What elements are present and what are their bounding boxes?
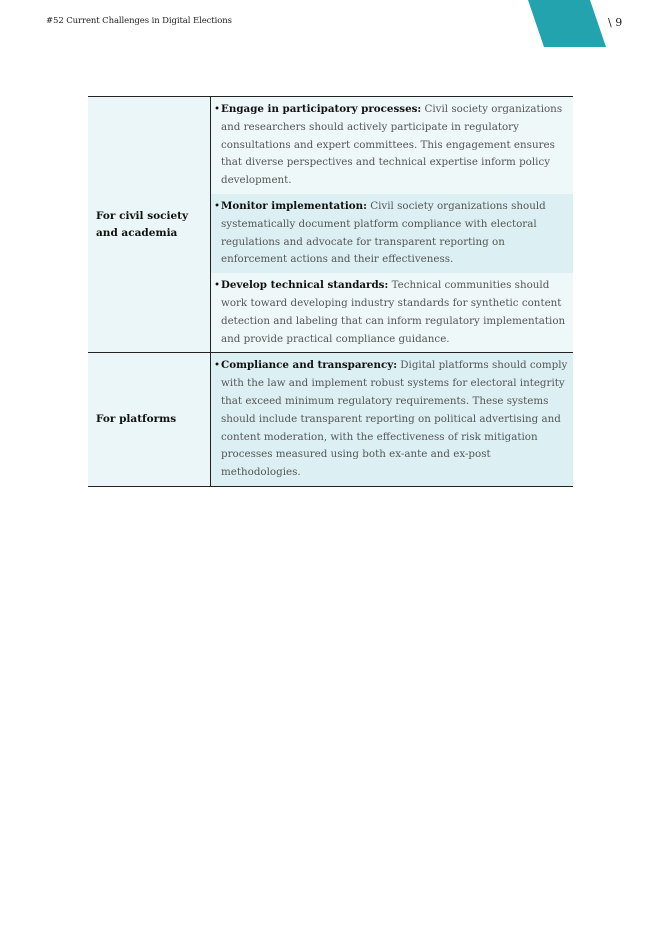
bullet-icon: • — [214, 199, 221, 212]
recommendation-item — [211, 353, 573, 486]
item-title: Engage in participatory processes: — [221, 103, 422, 115]
bullet-icon: • — [214, 359, 221, 372]
item-text: Civil society organizations should systematically document platform compliance with electoral regulations and advocate for transparent reporting on enforcement actions and their effectiveness. — [221, 199, 546, 266]
item-title: Compliance and transparency: — [221, 359, 398, 372]
recommendation-item — [211, 97, 573, 194]
table-cell — [211, 194, 574, 273]
document-title: #52 Current Challenges in Digital Elections — [46, 16, 232, 26]
item-title: Monitor implementation: — [221, 199, 367, 212]
recommendation-item — [211, 194, 573, 273]
table-cell — [211, 273, 574, 353]
accent-parallelogram — [528, 0, 606, 47]
bullet-icon: • — [214, 103, 221, 115]
recommendations-table — [88, 96, 573, 487]
recommendation-item — [211, 273, 573, 352]
table-cell — [211, 97, 574, 194]
table-row — [88, 353, 573, 487]
header-accent-shape — [0, 0, 662, 60]
row-label-platforms: For platforms — [88, 353, 211, 487]
item-text: Technical communities should work toward developing industry standards for synthetic content detection and labeling that can inform regulatory implementation and provide practical compliance guidance. — [221, 279, 566, 345]
bullet-icon: • — [214, 279, 221, 292]
row-label-civil-society: For civil society and academia — [88, 97, 211, 353]
table-cell — [211, 353, 574, 487]
table-row — [88, 97, 573, 194]
item-text: Civil society organizations and researchers should actively participate in regulatory consultations and expert committees. This engagement ensures that diverse perspectives and technical expertise inform policy development. — [221, 103, 563, 187]
item-title: Develop technical standards: — [221, 279, 389, 292]
page-number: \ 9 — [608, 16, 623, 29]
item-text: Digital platforms should comply with the law and implement robust systems for electoral integrity that exceed minimum regulatory requirements. These systems should include transparent reporting on political advertising and content moderation, with the effectiveness of risk mitigation processes measured using both ex-ante and ex-post methodologies. — [221, 359, 568, 479]
